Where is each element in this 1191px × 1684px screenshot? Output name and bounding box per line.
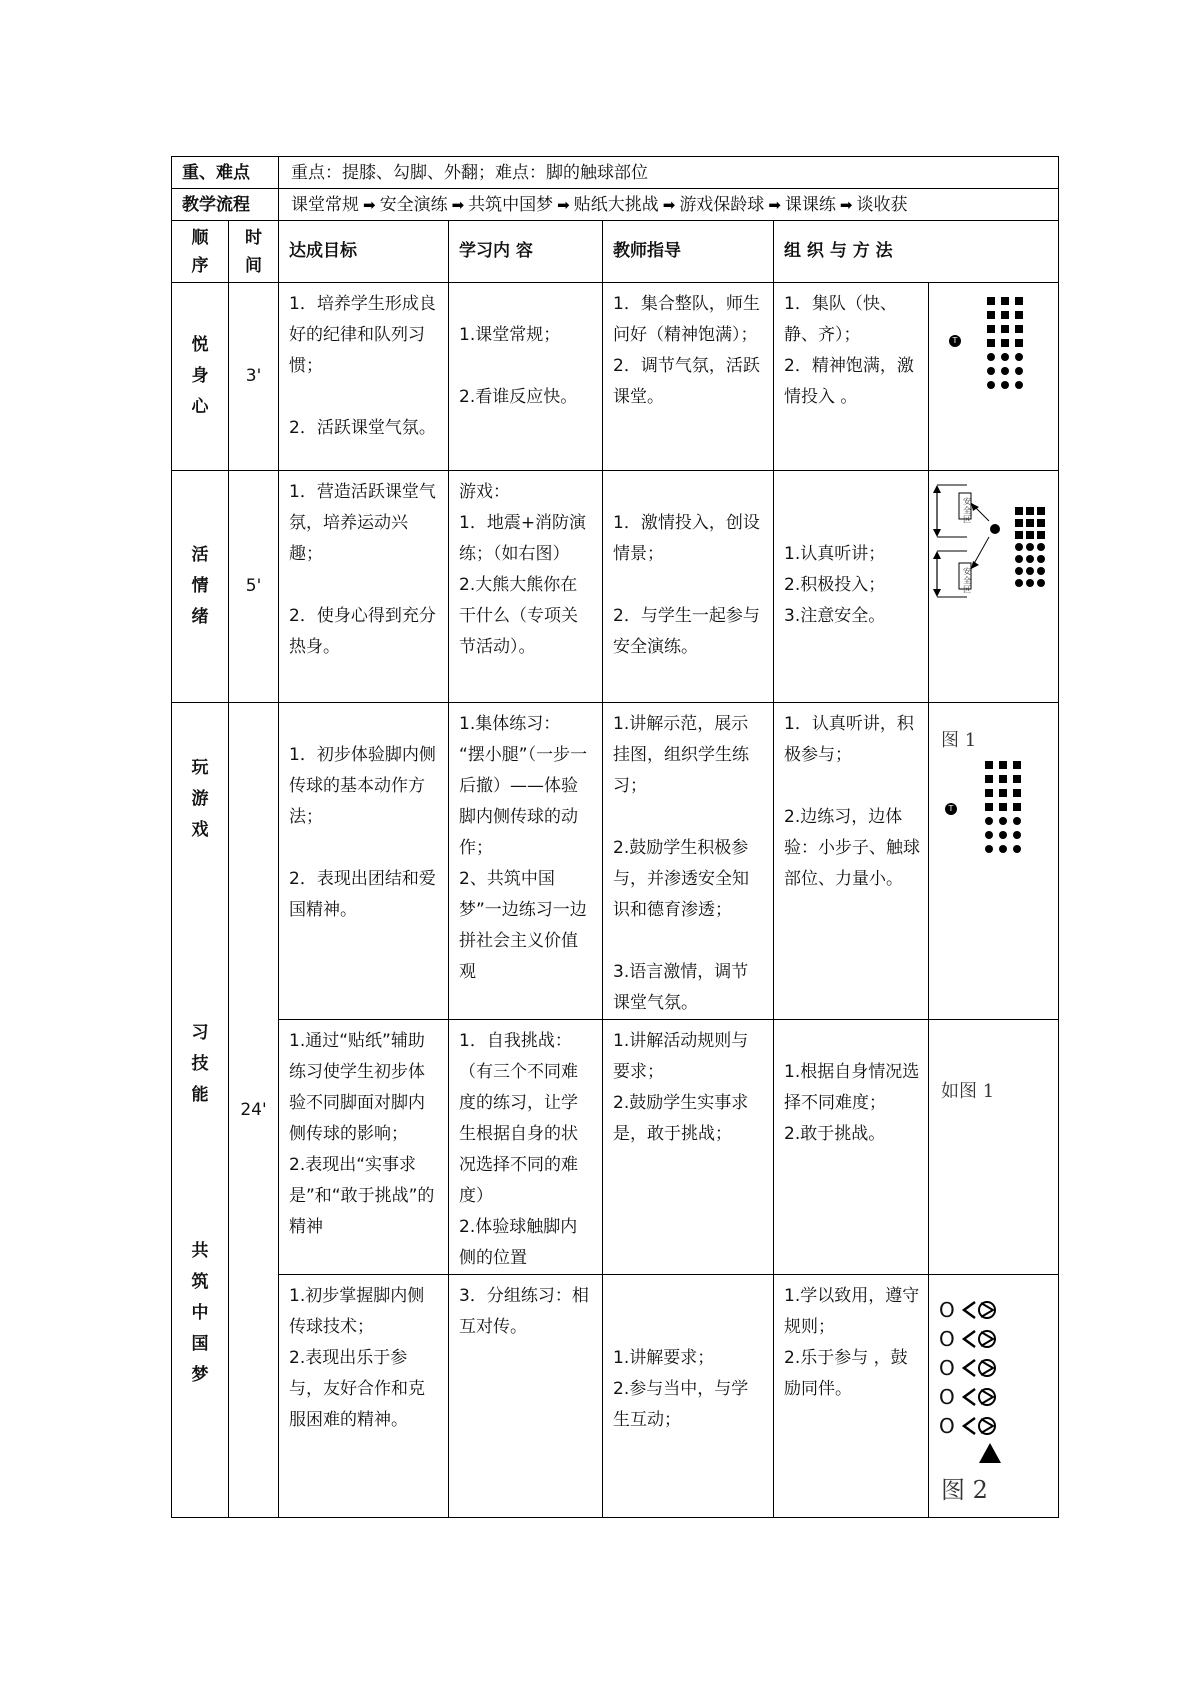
cell-line: 1.集体练习： bbox=[459, 714, 561, 734]
student-marker-icon bbox=[1026, 543, 1034, 551]
pair-row bbox=[939, 1328, 1001, 1350]
content-cell bbox=[449, 471, 603, 703]
cell-line bbox=[613, 926, 765, 957]
student-marker-icon bbox=[1037, 531, 1045, 539]
student-marker-icon bbox=[1015, 519, 1023, 527]
teacher-cell bbox=[603, 1275, 774, 1518]
stage-label: 习 技 能 bbox=[191, 1023, 209, 1105]
cell-line: 1．初步体验脚内侧传球的基本动作方法； bbox=[289, 745, 436, 827]
student-marker-icon bbox=[1037, 507, 1045, 515]
student-marker-icon bbox=[985, 831, 993, 839]
student-marker-icon bbox=[987, 367, 995, 375]
student-marker-icon bbox=[1015, 507, 1023, 515]
student-marker-icon bbox=[987, 297, 995, 305]
student-marker-icon bbox=[1013, 831, 1021, 839]
cell-line bbox=[784, 1026, 920, 1057]
table-row bbox=[172, 471, 1059, 703]
student-marker: O bbox=[939, 1385, 955, 1409]
teacher-cell bbox=[603, 703, 774, 1020]
cell-line: 2.边练习，边体验：小步子、触球部位、力量小。 bbox=[784, 807, 920, 889]
stage-label: 玩 游 戏 bbox=[191, 758, 209, 840]
student-marker-icon bbox=[1026, 567, 1034, 575]
cell-line: 3.语言激情，调节课堂气氛。 bbox=[613, 962, 749, 1013]
cell-line bbox=[289, 570, 440, 601]
student-marker-icon bbox=[987, 381, 995, 389]
column-header-goal: 达成目标 bbox=[279, 221, 449, 283]
cell-line: 2.大熊大熊你在干什么（专项关节活动）。 bbox=[459, 575, 578, 657]
cell-line: 1.讲解示范，展示挂图，组织学生练习； bbox=[613, 714, 749, 796]
student-marker-icon bbox=[1013, 789, 1021, 797]
cell-line: 1.课堂常规； bbox=[459, 325, 561, 345]
safe-zone-label: 安全区 bbox=[963, 567, 971, 594]
flow-step: 谈收获 bbox=[856, 195, 908, 215]
student-marker-icon bbox=[987, 339, 995, 347]
formation-diagram bbox=[929, 1020, 1059, 1275]
goal-cell bbox=[279, 1020, 449, 1275]
cell-line bbox=[459, 351, 594, 382]
stage-label: 活 情 绪 bbox=[191, 545, 209, 627]
student-marker-icon bbox=[999, 775, 1007, 783]
student-marker-icon bbox=[1015, 531, 1023, 539]
student-marker-icon bbox=[1026, 579, 1034, 587]
arrow-right-icon: ➡ bbox=[662, 196, 676, 214]
student-marker-icon bbox=[985, 845, 993, 853]
cell-line: 2.鼓励学生实事求是，敢于挑战； bbox=[613, 1093, 749, 1144]
student-marker-icon bbox=[1013, 803, 1021, 811]
flow-step: 共筑中国梦 bbox=[468, 195, 554, 215]
student-marker-icon bbox=[1013, 845, 1021, 853]
cell-line: 3.注意安全。 bbox=[784, 606, 886, 626]
arrow-right-icon: ➡ bbox=[839, 196, 853, 214]
cell-line: 1.讲解要求； bbox=[613, 1348, 715, 1368]
student-marker-icon bbox=[999, 789, 1007, 797]
student-marker-icon bbox=[1013, 817, 1021, 825]
cell-line: 2.乐于参与 ，鼓励同伴。 bbox=[784, 1348, 908, 1399]
teacher-cell bbox=[603, 471, 774, 703]
student-marker-icon bbox=[1013, 761, 1021, 769]
pass-arrow-icon bbox=[961, 1415, 1001, 1437]
teacher-cell bbox=[603, 1020, 774, 1275]
student-marker-icon bbox=[1001, 325, 1009, 333]
stage-label: 悦 身 心 bbox=[191, 335, 209, 417]
student-marker-icon bbox=[1015, 579, 1023, 587]
cell-line: 2.表现出乐于参与，友好合作和克服困难的精神。 bbox=[289, 1348, 425, 1430]
student-marker-icon bbox=[1015, 353, 1023, 361]
goal-cell bbox=[279, 1275, 449, 1518]
cell-line: 2．使身心得到充分热身。 bbox=[289, 606, 436, 657]
student-marker-icon bbox=[985, 775, 993, 783]
method-cell bbox=[774, 471, 929, 703]
figure-label: 图 1 bbox=[941, 730, 977, 751]
student-marker-icon bbox=[1001, 339, 1009, 347]
cell-line: 2.表现出“实事求是”和“敢于挑战”的精神 bbox=[289, 1155, 435, 1237]
student-marker-icon bbox=[987, 311, 995, 319]
cell-line: 1．地震+消防演练；（如右图） bbox=[459, 513, 587, 564]
flow-step: 安全演练 bbox=[379, 195, 448, 215]
cell-line bbox=[784, 771, 920, 802]
key-points-label: 重、难点 bbox=[172, 157, 279, 189]
teacher-marker-icon bbox=[990, 524, 1000, 534]
cell-line: 1.通过“贴纸”辅助练习使学生初步体验不同脚面对脚内侧传球的影响； bbox=[289, 1031, 425, 1144]
cell-line: 2．调节气氛，活跃课堂。 bbox=[613, 356, 760, 407]
arrow-right-icon: ➡ bbox=[557, 196, 570, 214]
pass-arrow-icon bbox=[961, 1357, 1001, 1379]
lesson-plan-table bbox=[171, 156, 1059, 1518]
arrow-up-icon bbox=[933, 551, 941, 559]
cell-line: 2．表现出团结和爱国精神。 bbox=[289, 869, 436, 920]
student-marker-icon bbox=[1026, 519, 1034, 527]
cell-line: 1.讲解活动规则与要求； bbox=[613, 1031, 749, 1082]
column-header-teacher: 教师指导 bbox=[603, 221, 774, 283]
student-marker-icon bbox=[999, 803, 1007, 811]
student-formation-icon bbox=[985, 761, 1023, 853]
cell-line: 1.认真听讲； bbox=[784, 544, 886, 564]
content-cell bbox=[449, 703, 603, 1020]
student-marker-icon bbox=[1015, 543, 1023, 551]
cell-line: “摆小腿”（一步一后撤）——体验脚内侧传球的动作； bbox=[459, 745, 588, 858]
student-marker-icon bbox=[1037, 543, 1045, 551]
flow-step: 贴纸大挑战 bbox=[573, 195, 659, 215]
student-marker-icon bbox=[999, 831, 1007, 839]
cell-line bbox=[289, 709, 440, 740]
pass-arrow-icon bbox=[961, 1328, 1001, 1350]
student-marker-icon bbox=[1015, 555, 1023, 563]
cell-line: 1．认真听讲，积极参与； bbox=[784, 714, 914, 765]
formation-diagram bbox=[929, 703, 1059, 1020]
cell-line: 2．与学生一起参与安全演练。 bbox=[613, 606, 760, 657]
student-marker-icon bbox=[1026, 507, 1034, 515]
arrow-up-icon bbox=[933, 485, 941, 493]
stage-cell bbox=[172, 471, 229, 703]
student-marker: O bbox=[939, 1298, 955, 1322]
goal-cell bbox=[279, 283, 449, 471]
student-marker-icon bbox=[1037, 579, 1045, 587]
cell-line: 2．精神饱满，激情投入 。 bbox=[784, 356, 914, 407]
student-marker: O bbox=[939, 1414, 955, 1438]
cell-line bbox=[459, 289, 594, 320]
goal-cell bbox=[279, 703, 449, 1020]
cell-line bbox=[784, 477, 920, 508]
student-marker-icon bbox=[1001, 367, 1009, 375]
student-marker-icon bbox=[1026, 531, 1034, 539]
student-formation-icon bbox=[987, 297, 1025, 389]
pair-row bbox=[939, 1415, 1001, 1437]
cell-line bbox=[289, 382, 440, 413]
student-marker-icon bbox=[1015, 311, 1023, 319]
column-header-time: 时 间 bbox=[229, 221, 279, 283]
pair-row bbox=[939, 1386, 1001, 1408]
column-header-order: 顺 序 bbox=[172, 221, 229, 283]
cell-line: 1.学以致用，遵守规则； bbox=[784, 1286, 920, 1337]
cell-line: 2、共筑中国梦”一边练习一边拼社会主义价值观 bbox=[459, 869, 587, 982]
cell-line: 1．激情投入，创设情景； bbox=[613, 513, 760, 564]
pair-row bbox=[939, 1299, 1001, 1321]
cell-line: 1．营造活跃课堂气氛，培养运动兴趣； bbox=[289, 482, 436, 564]
cell-line: 1．自我挑战：（有三个不同难度的练习，让学生根据自身的状况选择不同的难度） bbox=[459, 1031, 578, 1206]
method-cell bbox=[774, 1275, 929, 1518]
cell-line: 2.看谁反应快。 bbox=[459, 387, 578, 407]
cell-line: 1.根据自身情况选择不同难度； bbox=[784, 1062, 920, 1113]
time-cell: 5' bbox=[229, 471, 279, 703]
student-marker-icon bbox=[985, 803, 993, 811]
pass-arrow-icon bbox=[961, 1386, 1001, 1408]
teacher-marker-icon: T bbox=[949, 335, 961, 347]
cell-line bbox=[613, 1281, 765, 1312]
student-marker: O bbox=[939, 1356, 955, 1380]
cell-line: 游戏： bbox=[459, 482, 510, 502]
cell-line bbox=[613, 477, 765, 508]
teacher-cell bbox=[603, 283, 774, 471]
student-marker-icon bbox=[1015, 297, 1023, 305]
content-cell bbox=[449, 1020, 603, 1275]
arrow-right-icon: ➡ bbox=[768, 196, 781, 214]
flow-step: 游戏保龄球 bbox=[679, 195, 765, 215]
cell-line bbox=[613, 802, 765, 833]
student-marker-icon bbox=[1001, 297, 1009, 305]
student-marker-icon bbox=[1015, 567, 1023, 575]
content-cell bbox=[449, 283, 603, 471]
student-marker-icon bbox=[1026, 555, 1034, 563]
student-marker-icon bbox=[1001, 353, 1009, 361]
cell-line bbox=[289, 833, 440, 864]
cell-line: 1．集合整队，师生问好（精神饱满）； bbox=[613, 294, 760, 345]
cell-line: 2.体验球触脚内侧的位置 bbox=[459, 1217, 578, 1268]
flow-step: 课堂常规 bbox=[291, 195, 359, 215]
student-marker-icon bbox=[1001, 381, 1009, 389]
table-row bbox=[172, 283, 1059, 471]
cell-line bbox=[613, 1312, 765, 1343]
student-marker-icon bbox=[999, 845, 1007, 853]
method-cell bbox=[774, 1020, 929, 1275]
figure-label: 如图 1 bbox=[941, 1081, 995, 1102]
cell-line bbox=[613, 570, 765, 601]
cell-line: 2.积极投入； bbox=[784, 575, 886, 595]
pair-row bbox=[939, 1357, 1001, 1379]
student-marker-icon bbox=[1037, 519, 1045, 527]
pass-arrow-icon bbox=[961, 1299, 1001, 1321]
cell-line: 1．集队（快、静、齐）； bbox=[784, 294, 897, 345]
student-marker-icon bbox=[999, 761, 1007, 769]
cell-line: 2.参与当中，与学生互动； bbox=[613, 1379, 749, 1430]
pairs-diagram bbox=[929, 1275, 1059, 1518]
student-marker-icon bbox=[1015, 367, 1023, 375]
column-header-content: 学习内 容 bbox=[449, 221, 603, 283]
teacher-marker-icon: T bbox=[945, 803, 957, 815]
arrow-down-icon bbox=[933, 589, 941, 597]
student-marker-icon bbox=[1001, 311, 1009, 319]
method-cell bbox=[774, 283, 929, 471]
teaching-flow bbox=[279, 189, 1059, 221]
stage-cell bbox=[172, 283, 229, 471]
student-formation-icon bbox=[1015, 507, 1045, 587]
content-cell bbox=[449, 1275, 603, 1518]
stage-label: 共 筑 中 国 梦 bbox=[191, 1241, 209, 1385]
column-header-method: 组 织 与 方 法 bbox=[774, 221, 1059, 283]
cone-icon bbox=[975, 1441, 1005, 1465]
time-cell: 24' bbox=[229, 703, 279, 1518]
table-row bbox=[172, 1275, 1059, 1518]
formation-diagram bbox=[929, 283, 1059, 471]
student-marker-icon bbox=[985, 789, 993, 797]
cell-line: 1.初步掌握脚内侧传球技术； bbox=[289, 1286, 425, 1337]
table-row bbox=[172, 703, 1059, 1020]
teaching-flow-steps bbox=[291, 192, 1058, 218]
arrow-down-icon bbox=[933, 529, 941, 537]
cell-line: 2.鼓励学生积极参与，并渗透安全知识和德育渗透； bbox=[613, 838, 749, 920]
cell-line: 2．活跃课堂气氛。 bbox=[289, 418, 436, 438]
student-marker-icon bbox=[1013, 775, 1021, 783]
cell-line bbox=[784, 508, 920, 539]
figure-label: 图 2 bbox=[941, 1476, 988, 1504]
student-marker-icon bbox=[985, 817, 993, 825]
student-marker-icon bbox=[985, 761, 993, 769]
teaching-flow-label: 教学流程 bbox=[172, 189, 279, 221]
cell-line: 2.敢于挑战。 bbox=[784, 1124, 886, 1144]
arrow-right-icon: ➡ bbox=[363, 196, 376, 214]
safe-zone-label: 安全区 bbox=[963, 497, 971, 524]
cell-line: 1．培养学生形成良好的纪律和队列习惯； bbox=[289, 294, 436, 376]
student-marker-icon bbox=[987, 325, 995, 333]
cell-line: 3．分组练习：相互对传。 bbox=[459, 1286, 589, 1337]
key-points-value: 重点：提膝、勾脚、外翻；难点：脚的触球部位 bbox=[279, 157, 1059, 189]
student-marker-icon bbox=[1037, 567, 1045, 575]
student-marker-icon bbox=[987, 353, 995, 361]
stage-cell bbox=[172, 703, 229, 1518]
student-marker-icon bbox=[1015, 339, 1023, 347]
goal-cell bbox=[279, 471, 449, 703]
student-marker: O bbox=[939, 1327, 955, 1351]
time-cell: 3' bbox=[229, 283, 279, 471]
flow-step: 课课练 bbox=[784, 195, 836, 215]
student-marker-icon bbox=[1015, 381, 1023, 389]
table-row bbox=[172, 1020, 1059, 1275]
student-marker-icon bbox=[999, 817, 1007, 825]
safety-drill-diagram bbox=[929, 471, 1059, 703]
student-marker-icon bbox=[1015, 325, 1023, 333]
arrow-right-icon: ➡ bbox=[451, 196, 465, 214]
student-marker-icon bbox=[1037, 555, 1045, 563]
method-cell bbox=[774, 703, 929, 1020]
